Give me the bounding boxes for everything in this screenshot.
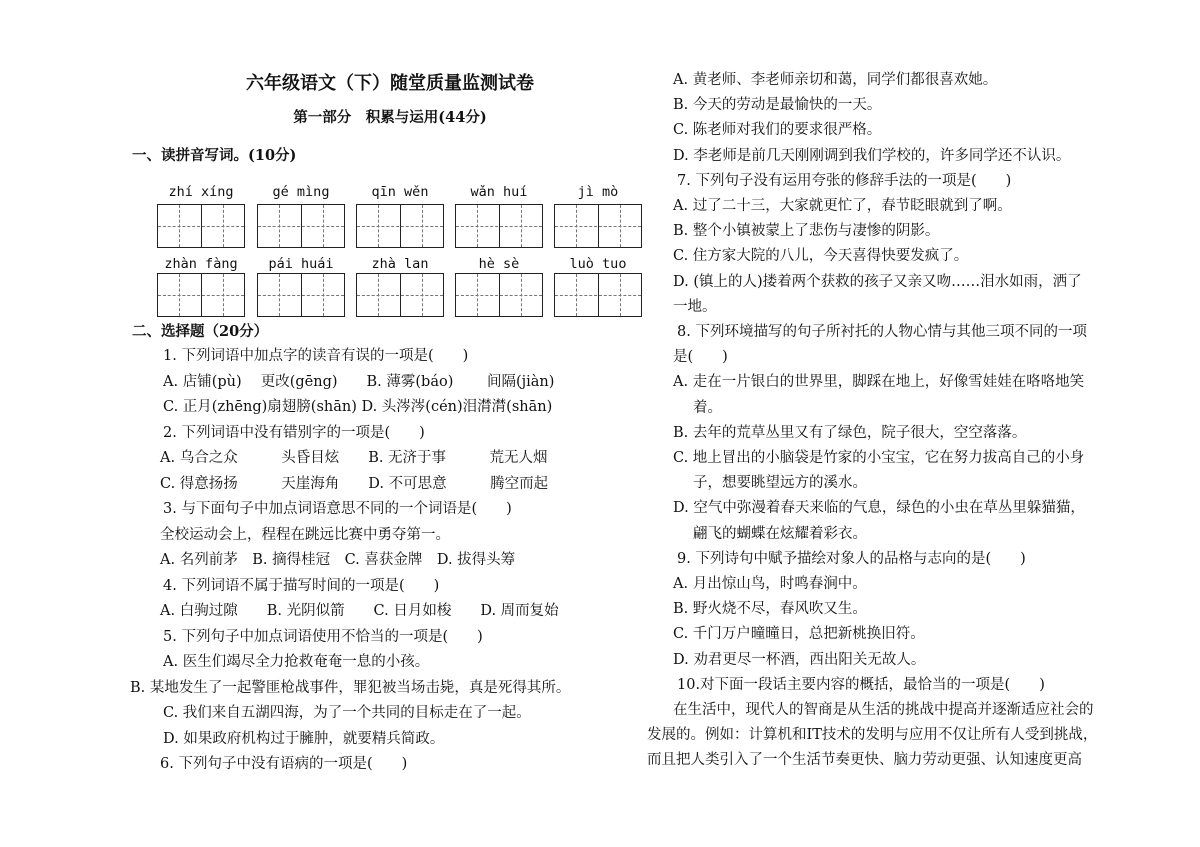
question-line: C. 得意扬扬 天崖海角 D. 不可思意 腾空而起	[160, 475, 549, 492]
writing-box[interactable]	[257, 273, 345, 317]
question-line: A. 走在一片银白的世界里，脚踩在地上，好像雪娃娃在咯咯地笑	[673, 374, 1085, 391]
writing-box[interactable]	[257, 204, 345, 248]
question-line: 发展的。例如：计算机和IT技术的发明与应用不仅让所有人受到挑战，	[647, 727, 1098, 744]
question-line: 3. 与下面句子中加点词语意思不同的一个词语是( )	[163, 501, 512, 517]
question-line: A. 白驹过隙 B. 光阴似箭 C. 日月如梭 D. 周而复始	[160, 603, 559, 619]
question-line: C. 千门万户曈曈日，总把新桃换旧符。	[673, 626, 925, 643]
question-line: 2. 下列词语中没有错别字的一项是( )	[163, 424, 425, 441]
question-line: 在生活中，现代人的智商是从生活的挑战中提高并逐渐适应社会的	[673, 702, 1094, 718]
question-line: B. 去年的荒草丛里又有了绿色，院子很大，空空落落。	[673, 424, 1027, 441]
writing-box[interactable]	[157, 273, 245, 317]
question-line: C. 正月(zhēng)扇翅膀(shān) D. 头涔涔(cén)泪潸潸(shān)	[163, 399, 553, 415]
pinyin-label: hè sè	[478, 256, 520, 272]
part-heading: 第一部分 积累与运用(44分)	[293, 109, 487, 126]
question-line: D. 如果政府机构过于臃肿，就要精兵简政。	[163, 730, 445, 747]
question-line: 9. 下列诗句中赋予描绘对象人的品格与志向的是( )	[677, 550, 1026, 567]
pinyin-label: qīn wěn	[371, 184, 429, 200]
question-line: 一地。	[673, 298, 717, 315]
question-line: A. 医生们竭尽全力抢救奄奄一息的小孩。	[163, 654, 430, 670]
question-line: A. 过了二十三，大家就更忙了，春节眨眼就到了啊。	[673, 198, 1012, 214]
question-line: 着。	[693, 399, 722, 416]
question-line: 6. 下列句子中没有语病的一项是( )	[160, 756, 408, 772]
question-line: C. 住方家大院的八儿，今天喜得快要发疯了。	[673, 248, 969, 265]
question-line: A. 名列前茅 B. 摘得桂冠 C. 喜获金牌 D. 拔得头筹	[160, 552, 516, 568]
question-line: D. 空气中弥漫着春天来临的气息，绿色的小虫在草丛里躲猫猫，	[673, 500, 1085, 517]
section1-heading: 一、读拼音写词。(10分)	[132, 147, 297, 164]
question-line: 全校运动会上，程程在跳远比赛中勇夺第一。	[160, 526, 450, 543]
question-line: A. 店铺(pù) 更改(gēng) B. 薄雾(báo) 间隔(jiàn)	[163, 373, 555, 390]
pinyin-label: pái huái	[268, 256, 334, 272]
question-line: 1. 下列词语中加点字的读音有误的一项是( )	[163, 348, 469, 364]
question-line: 是( )	[673, 349, 728, 366]
question-line: 5. 下列句子中加点词语使用不恰当的一项是( )	[163, 628, 483, 645]
writing-box[interactable]	[356, 273, 444, 317]
writing-box[interactable]	[455, 204, 543, 248]
writing-box[interactable]	[455, 273, 543, 317]
question-line: 10.对下面一段话主要内容的概括，最恰当的一项是( )	[677, 676, 1045, 693]
question-line: 8. 下列环境描写的句子所衬托的人物心情与其他三项不同的一项	[677, 324, 1087, 340]
writing-box[interactable]	[554, 204, 642, 248]
pinyin-label: zhàn fàng	[164, 256, 238, 272]
question-line: A. 乌合之众 头昏目炫 B. 无济于事 荒无人烟	[160, 450, 548, 466]
question-line: 而且把人类引入了一个生活节奏更快、脑力劳动更强、认知速度更高	[647, 752, 1082, 769]
page-title: 六年级语文（下）随堂质量监测试卷	[246, 73, 534, 94]
writing-box[interactable]	[157, 204, 245, 248]
pinyin-label: luò tuo	[569, 256, 627, 272]
question-line: D. 李老师是前几天刚刚调到我们学校的，许多同学还不认识。	[673, 147, 1071, 164]
question-line: B. 今天的劳动是最愉快的一天。	[673, 97, 882, 114]
pinyin-label: gé mìng	[272, 184, 330, 200]
question-line: 翩飞的蝴蝶在炫耀着彩衣。	[693, 525, 867, 542]
section2-heading: 二、选择题（20分）	[132, 323, 269, 340]
question-line: B. 整个小镇被蒙上了悲伤与凄惨的阴影。	[673, 223, 940, 240]
writing-box[interactable]	[356, 204, 444, 248]
question-line: A. 月出惊山鸟，时鸣春涧中。	[673, 576, 867, 592]
pinyin-label: jì mò	[577, 184, 619, 200]
writing-box[interactable]	[554, 273, 642, 317]
question-line: C. 陈老师对我们的要求很严格。	[673, 122, 882, 139]
pinyin-label: wǎn huí	[470, 184, 528, 200]
question-line: 4. 下列词语不属于描写时间的一项是( )	[163, 577, 440, 594]
question-line: C. 我们来自五湖四海，为了一个共同的目标走在了一起。	[163, 705, 531, 721]
question-line: 子，想要眺望远方的溪水。	[693, 475, 867, 492]
pinyin-label: zhà lan	[371, 256, 429, 272]
question-line: D. 劝君更尽一杯酒，西出阳关无故人。	[673, 651, 926, 668]
question-line: A. 黄老师、李老师亲切和蔼，同学们都很喜欢她。	[673, 72, 998, 88]
question-line: B. 某地发生了一起警匪枪战事件，罪犯被当场击毙，真是死得其所。	[130, 679, 571, 696]
question-line: 7. 下列句子没有运用夸张的修辞手法的一项是( )	[677, 172, 1012, 189]
question-line: D. (镇上的人)搂着两个获救的孩子又亲又吻……泪水如雨，洒了	[673, 273, 1082, 290]
pinyin-label: zhí xíng	[168, 184, 234, 200]
question-line: C. 地上冒出的小脑袋是竹家的小宝宝，它在努力拔高自己的小身	[673, 450, 1085, 466]
question-line: B. 野火烧不尽，春风吹又生。	[673, 601, 867, 618]
